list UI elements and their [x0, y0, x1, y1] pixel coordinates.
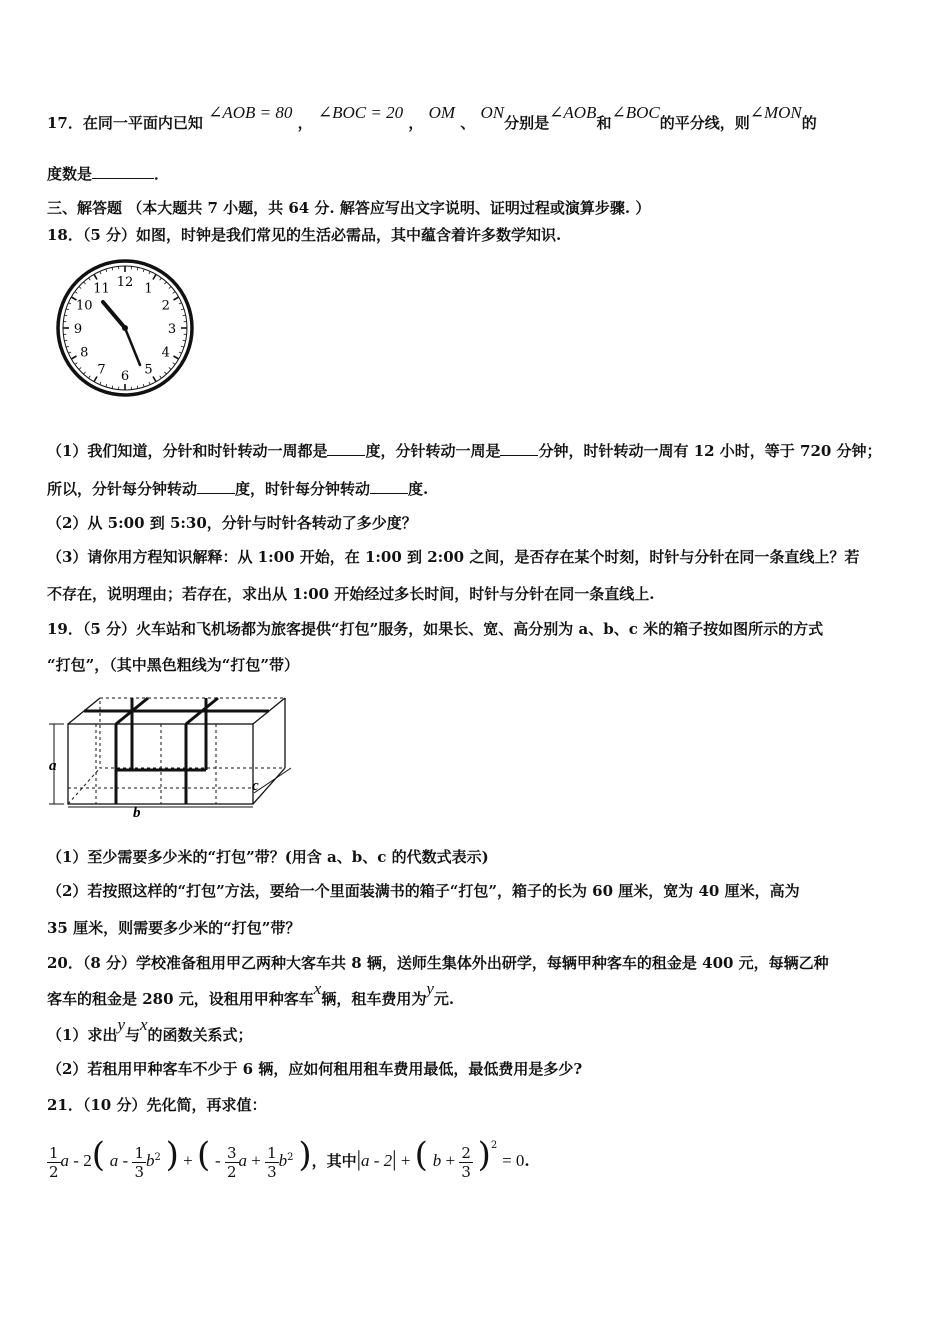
q18-p1c: 分钟，时针转动一周有 12 小时，等于 720 分钟；: [538, 442, 882, 460]
clock-tick: [149, 382, 150, 385]
q17-comma: ，: [297, 114, 313, 132]
clock-tick: [173, 292, 175, 294]
box-figure: [46, 690, 296, 820]
q17-comma-2: ，: [408, 114, 424, 132]
q21-var-a-2: a: [109, 1151, 119, 1170]
clock-number: 2: [161, 298, 170, 314]
q20-p1b: 与: [124, 1026, 140, 1044]
q18-part2: （2）从 5:00 到 5:30，分针与时针各转动了多少度？: [47, 514, 417, 532]
clock-tick: [143, 384, 144, 387]
q18-p1e: 度，时针每分钟转动: [235, 480, 371, 498]
q20-p1c: 的函数关系式；: [147, 1026, 253, 1044]
frac-num: 2: [461, 1143, 471, 1162]
q21-frac-1: [47, 1144, 61, 1181]
clock-number: 9: [73, 322, 83, 337]
clock-tick: [84, 282, 86, 284]
q17-text-4: 的: [801, 114, 817, 132]
frac-num: 1: [267, 1143, 277, 1162]
q17-and: 和: [596, 114, 612, 132]
q18-p1f: 度.: [408, 480, 429, 498]
clock-number: 11: [93, 281, 110, 297]
q17-angle-aob-value: ∠AOB = 80: [208, 103, 293, 122]
clock-minute-hand: [125, 328, 140, 365]
clock-figure: [54, 257, 196, 399]
clock-tick: [164, 282, 166, 284]
clock-tick: [89, 278, 91, 280]
clock-tick: [183, 315, 186, 316]
clock-tick: [149, 271, 150, 274]
q21-abs-inner: a - 2: [361, 1151, 393, 1170]
clock-tick: [75, 292, 77, 294]
frac-num: 1: [49, 1143, 59, 1162]
q17-text-2: 分别是: [504, 114, 550, 132]
q19-part1: （1）至少需要多少米的“打包”带？(用含 a、b、c 的代数式表示): [47, 848, 489, 866]
clock-tick: [181, 309, 184, 310]
clock-tick: [71, 356, 76, 359]
clock-tick: [106, 384, 107, 387]
q20-var-x: x: [313, 979, 322, 998]
frac-den: 3: [461, 1162, 471, 1181]
q21-equals-zero: = 0: [502, 1151, 525, 1170]
frac-den: 3: [267, 1162, 277, 1181]
clock-tick: [179, 303, 182, 304]
clock-tick: [112, 386, 113, 389]
clock-number: 4: [161, 345, 170, 361]
q18-part3-line1: （3）请你用方程知识解释：从 1:00 开始，在 1:00 到 2:00 之间，是否存在某个时刻，时针与分针在同一条直线上？若: [47, 548, 860, 566]
q21-where: ，其中: [311, 1152, 357, 1170]
clock-tick: [137, 386, 138, 389]
q21-period: .: [524, 1152, 530, 1170]
q20-h2b: 辆，租车费用为: [321, 990, 427, 1008]
q20-p1a: （1）求出: [47, 1026, 118, 1044]
clock-tick: [160, 376, 162, 378]
clock-number: 10: [76, 298, 93, 314]
clock-tick: [169, 367, 171, 369]
clock-tick: [68, 303, 71, 304]
clock-center: [122, 325, 128, 331]
q18-blank-2: [500, 441, 538, 456]
clock-number: 6: [120, 369, 130, 384]
frac-num: 3: [226, 1143, 237, 1162]
clock-tick: [79, 287, 81, 289]
q17-text-3: 的平分线，则: [659, 114, 750, 132]
clock-number: 1: [144, 281, 153, 297]
q20-heading-line2: [47, 979, 910, 1010]
q17-dun: 、: [460, 114, 476, 132]
q17-angle-boc-value: ∠BOC = 20: [317, 103, 404, 122]
clock-tick: [183, 340, 186, 341]
section3-heading: 三、解答题 （本大题共 7 小题，共 64 分. 解答应写出文字说明、证明过程或演算步骤. ）: [47, 199, 651, 217]
q20-part1-var-y: y: [117, 1015, 125, 1034]
clock-tick: [66, 346, 69, 347]
q17-number: 17．: [47, 114, 83, 132]
clock-tick: [64, 340, 67, 341]
q21-var-a-3: a: [238, 1151, 248, 1170]
q18-p1a: （1）我们知道，分针和时针转动一周都是: [47, 442, 328, 460]
clock-tick: [89, 376, 91, 378]
dim-a-label: a: [49, 758, 57, 774]
clock-number: 3: [167, 322, 177, 337]
clock-tick: [160, 278, 162, 280]
clock-tick: [173, 356, 178, 359]
clock-tick: [153, 274, 156, 279]
q17-boc: ∠BOC: [611, 103, 660, 122]
q17-text-5: 度数是: [47, 165, 93, 183]
frac-den: 2: [226, 1162, 237, 1181]
q17-on: ON: [480, 103, 505, 122]
q17-answer-blank: [92, 164, 154, 179]
clock-tick: [137, 267, 138, 270]
clock-tick: [169, 287, 171, 289]
q20-part1-var-x: x: [140, 1015, 148, 1034]
clock-tick: [173, 297, 178, 300]
clock-tick: [181, 346, 184, 347]
q17-line2: [47, 163, 910, 185]
q18-part1-line1: [47, 440, 910, 462]
clock-tick: [164, 372, 166, 374]
frac-num: 1: [134, 1143, 144, 1162]
dim-b-label: b: [133, 805, 141, 820]
q17-text: 在同一平面内已知: [82, 114, 203, 132]
q21-frac-5: [459, 1144, 473, 1181]
clock-tick: [75, 363, 77, 365]
clock-tick: [143, 269, 144, 272]
q18-p1b: 度，分针转动一周是: [365, 442, 501, 460]
q21-paren-close-2: ): [298, 1135, 312, 1175]
q21-paren-open-2: (: [197, 1135, 211, 1175]
q18-p1d: 所以，分针每分钟转动: [47, 480, 198, 498]
q17-aob: ∠AOB: [549, 103, 597, 122]
q19-heading-line1: 19．（5 分）火车站和飞机场都为旅客提供“打包”服务，如果长、宽、高分别为 a、b、c 米的箱子按如图所示的方式: [47, 620, 824, 638]
q17-om: OM: [428, 103, 456, 122]
clock-number: 5: [144, 362, 153, 378]
q20-var-y: y: [426, 979, 434, 998]
q19-heading-line2: “打包”，（其中黑色粗线为“打包”带）: [47, 656, 300, 674]
q21-frac-2: [132, 1144, 146, 1181]
q21-minus-2: - 2: [69, 1151, 92, 1170]
q21-var-a: a: [60, 1151, 70, 1170]
q18-heading: 18．（5 分）如图，时钟是我们常见的生活必需品，其中蕴含着许多数学知识.: [47, 226, 562, 244]
q18-blank-4: [370, 479, 408, 494]
q21-paren-open-3: (: [414, 1135, 428, 1175]
q21-expression: $\frac{1}{2}$ a - 2( a - $\frac{1}{3}$ $b^2$ ) + ( - $\frac{3}{2}$ a + $\frac{1}{3}$ $b^2$ )，其中|a - 2| + ( b + $\frac{2}{3}$ )$^2$ = 0.: [49, 1135, 530, 1181]
clock-tick: [68, 352, 71, 353]
clock-number: 12: [116, 275, 134, 290]
frac-den: 3: [134, 1162, 144, 1181]
q18-blank-3: [197, 479, 235, 494]
box-back-face: [100, 698, 285, 768]
q20-h2a: 客车的租金是 280 元，设租用甲种客车: [47, 990, 314, 1008]
q19-part2-line1: （2）若按照这样的“打包”方法，要给一个里面装满书的箱子“打包”，箱子的长为 60 厘米，宽为 40 厘米，高为: [47, 882, 800, 900]
q20-part1: [47, 1015, 910, 1046]
dim-c-label: c: [252, 778, 259, 794]
clock-hour-hand: [103, 302, 125, 328]
box-hidden-edge: [68, 768, 100, 804]
clock-tick: [112, 267, 113, 270]
clock-tick: [84, 372, 86, 374]
clock-tick: [66, 309, 69, 310]
clock-tick: [100, 382, 101, 385]
q21-var-b-2: b: [278, 1151, 288, 1170]
clock-tick: [179, 352, 182, 353]
q21-frac-4: [265, 1144, 279, 1181]
q21-frac-3: [225, 1144, 239, 1181]
clock-tick: [94, 274, 97, 279]
clock-tick: [173, 363, 175, 365]
frac-den: 2: [49, 1162, 59, 1181]
q20-h2c: 元.: [433, 990, 455, 1008]
clock-tick: [100, 271, 101, 274]
clock-tick: [79, 367, 81, 369]
q18-blank-1: [327, 441, 365, 456]
q20-heading-line1: 20．（8 分）学校准备租用甲乙两种大客车共 8 辆，送师生集体外出研学，每辆甲种客车的租金是 400 元，每辆乙种: [47, 954, 829, 972]
clock-number: 7: [97, 362, 106, 378]
q20-part2: （2）若租用甲种客车不少于 6 辆，应如何租用租车费用最低，最低费用是多少?: [47, 1060, 583, 1078]
q19-part2-line2: 35 厘米，则需要多少米的“打包”带？: [47, 919, 301, 937]
clock-tick: [64, 315, 67, 316]
clock-number: 8: [80, 345, 89, 361]
clock-tick: [153, 376, 156, 381]
q17-line1: [47, 103, 910, 134]
q21-paren-close: ): [165, 1135, 179, 1175]
q17-mon: ∠MON: [749, 103, 802, 122]
q21-var-b: b: [145, 1151, 155, 1170]
q18-part1-line2: [47, 478, 910, 500]
clock-tick: [106, 269, 107, 272]
dim-c-line: [254, 768, 291, 793]
q18-part3-line2: 不存在，说明理由；若存在，求出从 1:00 开始经过多长时间，时针与分针在同一条直线上.: [47, 585, 655, 603]
q17-period: ．: [154, 165, 170, 183]
q21-paren-open: (: [91, 1135, 105, 1175]
q21-heading: 21．（10 分）先化简，再求值：: [47, 1096, 267, 1114]
q21-paren-close-3: ): [477, 1135, 491, 1175]
